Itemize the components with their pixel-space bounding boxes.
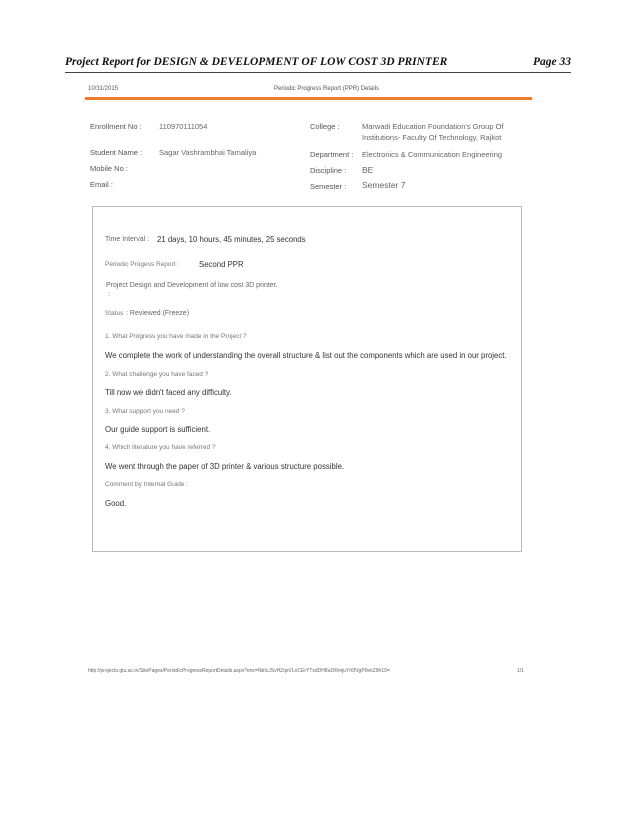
student-value: Sagar Vashrambhai Tamaliya <box>159 148 257 157</box>
project-title: Project Design and Development of low cost 3D printer. <box>106 282 278 289</box>
page-number: Page 33 <box>532 56 571 68</box>
comment-value: Good. <box>105 499 127 508</box>
mobile-label: Mobile No : <box>90 164 128 173</box>
answer-2: Till now we didn't faced any difficulty. <box>105 388 232 397</box>
answer-3: Our guide support is sufficient. <box>105 425 211 434</box>
print-page-title: Periodic Progress Report (PPR) Details <box>274 86 380 92</box>
report-details-box <box>92 206 522 552</box>
ppr-value: Second PPR <box>199 260 244 269</box>
ppr-label: Periodic Progess Report : <box>105 261 180 268</box>
answer-4: We went through the paper of 3D printer & various structure possible. <box>105 462 345 471</box>
page-header <box>65 56 571 72</box>
answer-1: We complete the work of understanding the overall structure & list out the components which are used in our project. <box>105 351 507 360</box>
college-label: College : <box>310 122 340 131</box>
comment-label: Comment by Internal Guide : <box>105 481 189 488</box>
time-interval-label: Time Interval : <box>105 236 150 243</box>
question-3: 3. What support you need ? <box>105 408 185 415</box>
orange-divider <box>85 97 532 100</box>
status-value: : Reviewed (Freeze) <box>126 310 190 317</box>
email-label: Email : <box>90 180 113 189</box>
discipline-label: Discipline : <box>310 166 347 175</box>
department-label: Department : <box>310 150 354 159</box>
time-interval-value: 21 days, 10 hours, 45 minutes, 25 seconds <box>157 235 306 244</box>
status-label: Status <box>105 310 124 317</box>
report-title: Project Report for DESIGN & DEVELOPMENT OF LOW COST 3D PRINTER <box>65 56 448 68</box>
print-date: 10/31/2015 <box>88 86 119 92</box>
footer-url: http://projects.gtu.ac.in/SitePages/PeriodicProgressReportDetails.aspx?enc=NbIcJSvHZqsVLoCErYTxdDH8uORmjuYr6fVgP0ekZ9h10= <box>88 668 390 674</box>
enrollment-value: 110970111054 <box>159 122 208 131</box>
college-value-line2: Institutions- Faculty Of Technology, Rajkot <box>362 133 502 142</box>
student-label: Student Name : <box>90 148 143 157</box>
project-colon: : <box>108 291 110 298</box>
header-divider <box>65 72 571 73</box>
enrollment-label: Enrollment No : <box>90 122 142 131</box>
question-1: 1. What Progress you have made in the Project ? <box>105 333 247 340</box>
college-value-line1: Marwadi Education Foundation's Group Of <box>362 122 504 131</box>
discipline-value: BE <box>362 165 374 175</box>
question-2: 2. What challenge you have faced ? <box>105 371 209 378</box>
semester-label: Semester : <box>310 182 347 191</box>
department-value: Electronics & Communication Engineering <box>362 150 503 159</box>
question-4: 4. Which literature you have referred ? <box>105 444 216 451</box>
footer-page: 1/1 <box>517 668 524 674</box>
semester-value: Semester 7 <box>362 180 406 190</box>
